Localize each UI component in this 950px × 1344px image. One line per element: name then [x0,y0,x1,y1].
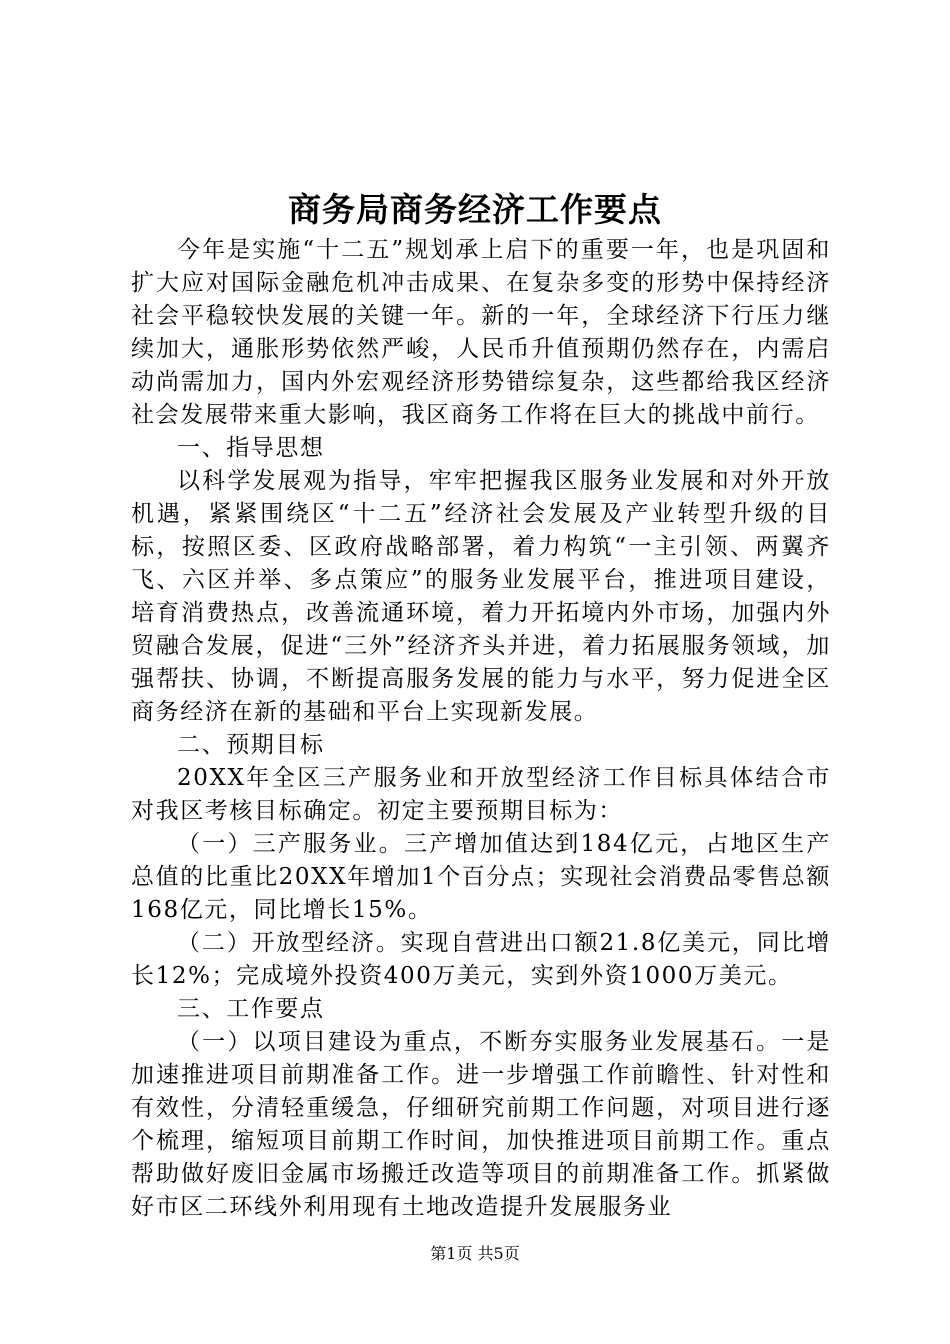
document-title: 商务局商务经济工作要点 [288,190,662,229]
section-heading-expected-goals: 二、预期目标 [177,732,325,758]
expected-goals-paragraph: 20XX年全区三产服务业和开放型经济工作目标具体结合市对我区考核目标确定。初定主要预期目标为： [131,765,831,824]
intro-paragraph: 今年是实施“十二五”规划承上启下的重要一年，也是巩固和扩大应对国际金融危机冲击成果、在复杂多变的形势中保持经济社会平稳较快发展的关键一年。新的一年，全球经济下行压力继续加大，通胀形势依然严峻，人民币升值预期仍然存在，内需启动尚需加力，国内外宏观经济形势错综复杂，这些都给我区经济社会发展带来重大影响，我区商务工作将在巨大的挑战中前行。 [131,237,831,428]
section-heading-work-points: 三、工作要点 [177,996,325,1022]
section-heading-guiding-ideology: 一、指导思想 [177,435,325,461]
goal-item-service-industry: （一）三产服务业。三产增加值达到184亿元，占地区生产总值的比重比20XX年增加1个百分点；实现社会消费品零售总额168亿元，同比增长15%。 [131,831,831,923]
guiding-ideology-paragraph: 以科学发展观为指导，牢牢把握我区服务业发展和对外开放机遇，紧紧围绕区“十二五”经济社会发展及产业转型升级的目标，按照区委、区政府战略部署，着力构筑“一主引领、两翼齐飞、六区并举、多点策应”的服务业发展平台，推进项目建设，培育消费热点，改善流通环境，着力开拓境内外市场，加强内外贸融合发展，促进“三外”经济齐头并进，着力拓展服务领域，加强帮扶、协调，不断提高服务发展的能力与水平，努力促进全区商务经济在新的基础和平台上实现新发展。 [131,468,831,725]
page-footer: 第1页 共5页 [430,1244,520,1263]
work-point-paragraph: （一）以项目建设为重点，不断夯实服务业发展基石。一是加速推进项目前期准备工作。进一步增强工作前瞻性、针对性和有效性，分清轻重缓急，仔细研究前期工作问题，对项目进行逐个梳理，缩短项目前期工作时间，加快推进项目前期工作。重点帮助做好废旧金属市场搬迁改造等项目的前期准备工作。抓紧做好市区二环线外利用现有土地改造提升发展服务业 [131,1029,831,1220]
document-body [131,234,831,1224]
goal-item-open-economy: （二）开放型经济。实现自营进出口额21.8亿美元，同比增长12%；完成境外投资400万美元，实到外资1000万美元。 [131,930,831,989]
